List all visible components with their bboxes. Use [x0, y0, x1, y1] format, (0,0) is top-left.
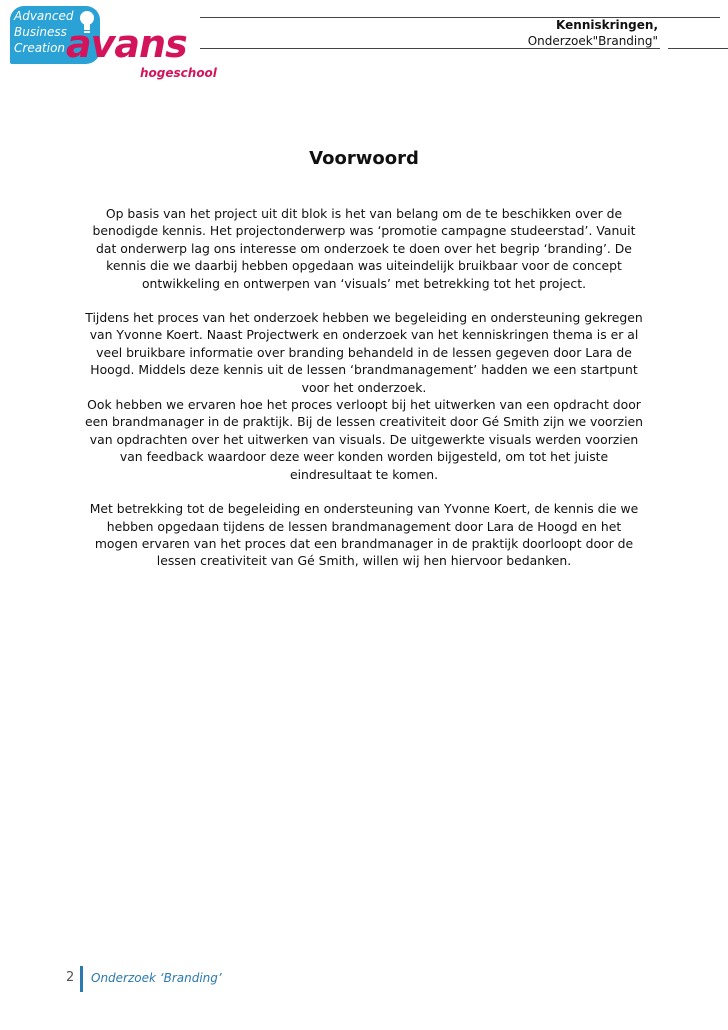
- paragraph: Met betrekking tot de begeleiding en ondersteuning van Yvonne Koert, de kennis die we hebben opgedaan tijdens de lessen brandmanagement door Lara de Hoogd en het mogen ervaren van het proces dat een brandmanager in de praktijk doorloopt door de lessen creativiteit van Gé Smith, willen wij hen hiervoor bedanken.: [89, 501, 639, 569]
- header-subtitle: Onderzoek"Branding": [527, 34, 658, 48]
- header-rule-bottom: [200, 48, 660, 49]
- logo-badge-line: Creation: [14, 41, 66, 55]
- page-number: 2: [66, 970, 75, 985]
- logo-wordmark: avans: [66, 22, 187, 66]
- footer-divider: [80, 966, 83, 992]
- header-title: Kenniskringen,: [556, 18, 658, 32]
- logo-badge-line: Advanced: [14, 9, 74, 23]
- paragraph: Tijdens het proces van het onderzoek hebben we begeleiding en ondersteuning gekregen van Yvonne Koert. Naast Projectwerk en onderzoek van het kenniskringen thema is er al veel bruikbare informatie over branding behandeld in de lessen gegeven door Lara de Hoogd. Middels deze kennis uit de lessen ‘brandmanagement’ hadden we een startpunt voor het onderzoek. Ook hebben we ervaren hoe het proces verloopt bij het uitwerken van een opdracht door een brandmanager in de praktijk. Bij de lessen creativiteit door Gé Smith zijn we voorzien van opdrachten over het uitwerken van visuals. De uitgewerkte visuals werden voorzien van feedback waardoor deze weer konden worden bijgesteld, om tot het juiste eindresultaat te komen.: [84, 310, 644, 482]
- logo-subtitle: hogeschool: [140, 66, 217, 80]
- logo-badge-line: Business: [14, 25, 67, 39]
- paragraph: Op basis van het project uit dit blok is het van belang om de te beschikken over de benodigde kennis. Het projectonderwerp was ‘promotie campagne studeerstad’. Vanuit dat onderwerp lag ons interesse om onderzoek te doen over het begrip ‘branding’. De kennis die we daarbij hebben opgedaan was uiteindelijk bruikbaar voor de concept ontwikkeling en ontwerpen van ‘visuals’ met betrekking tot het project.: [92, 206, 636, 291]
- header-rule-bottom-right: [668, 48, 728, 49]
- footer-text: Onderzoek ‘Branding’: [91, 971, 222, 985]
- page-title: Voorwoord: [309, 148, 419, 169]
- document-body: [84, 205, 644, 587]
